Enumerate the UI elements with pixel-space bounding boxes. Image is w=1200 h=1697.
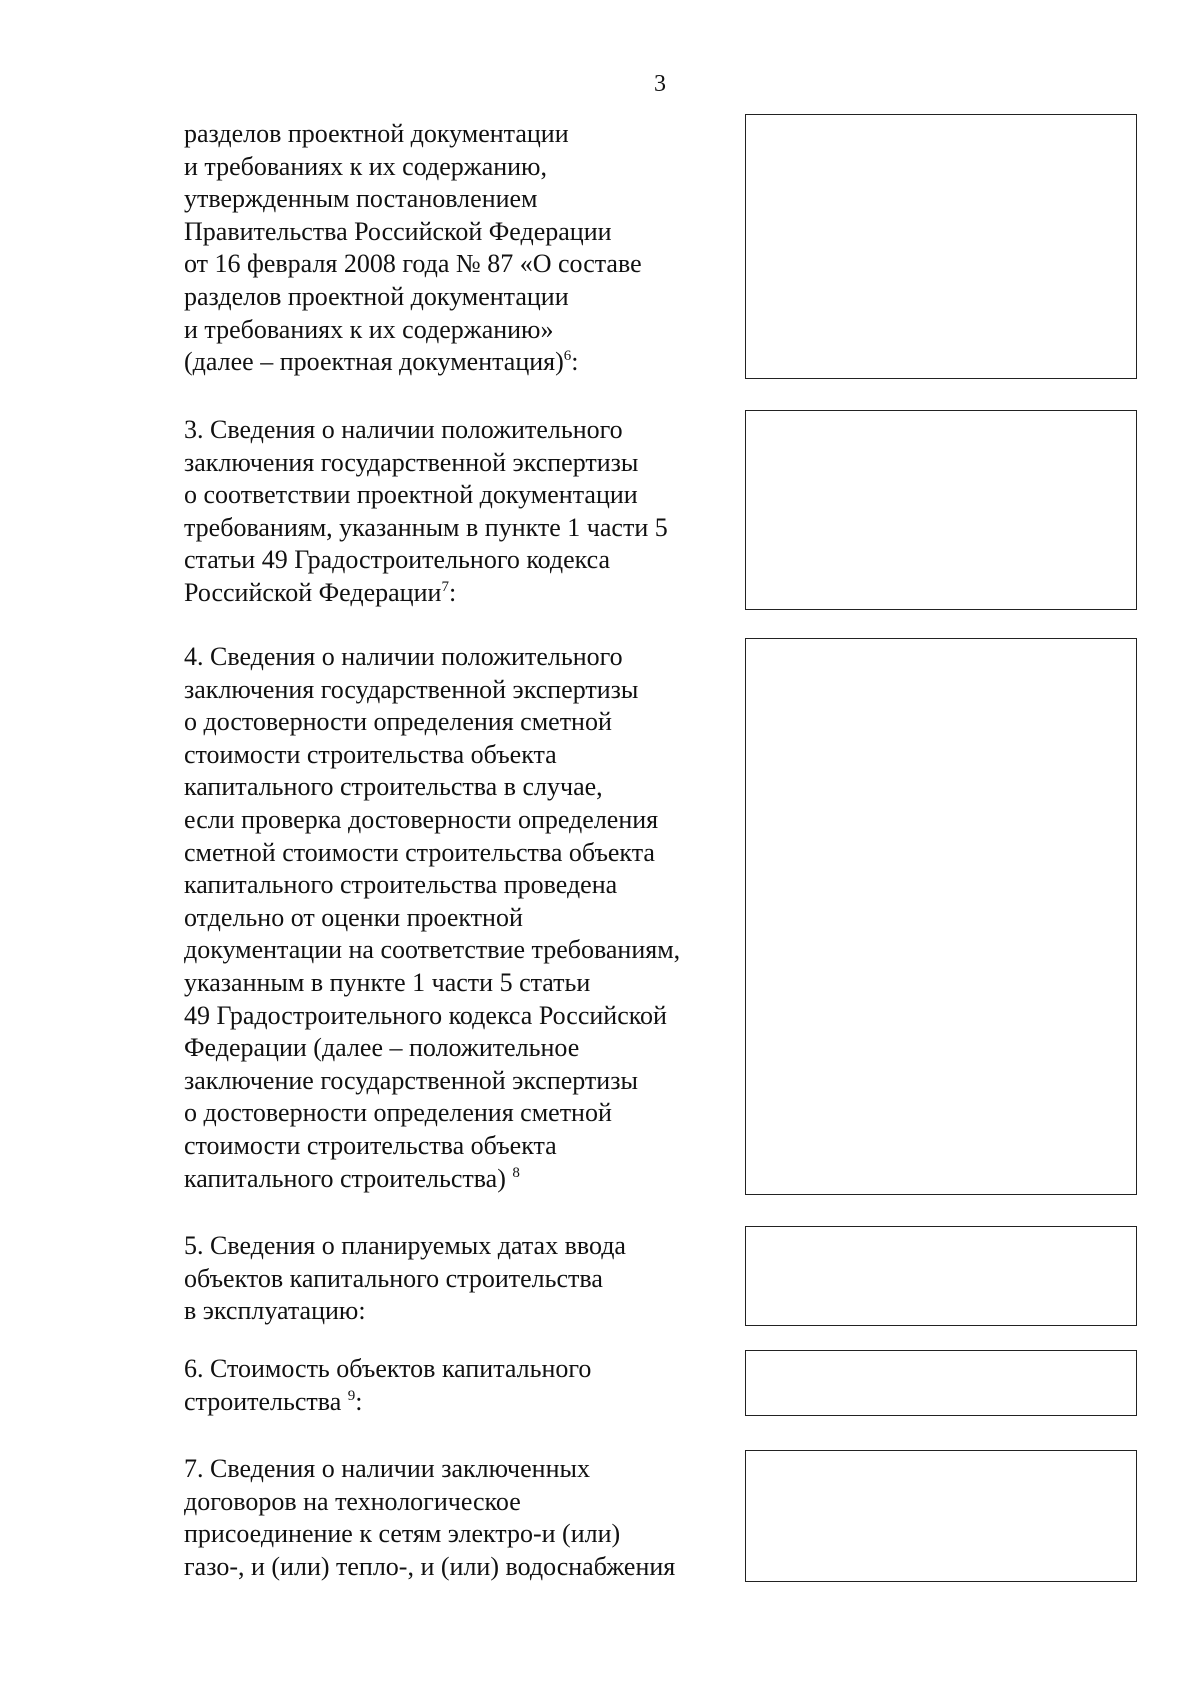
section-5-text (184, 1230, 744, 1328)
text-line: объектов капитального строительства (184, 1263, 603, 1293)
footnote-marker: 6 (563, 348, 572, 365)
text-line: и требованиях к их содержанию, (184, 151, 547, 181)
text-line: заключение государственной экспертизы (184, 1065, 638, 1095)
text-line: стоимости строительства объекта (184, 1130, 557, 1160)
text-line: 6. Стоимость объектов капитального (184, 1354, 592, 1383)
answer-field-5[interactable] (745, 1226, 1137, 1326)
text-line-last (184, 1295, 744, 1328)
text-line: утвержденным постановлением (184, 184, 538, 214)
answer-field-7[interactable] (745, 1450, 1137, 1582)
text-line: от 16 февраля 2008 года № 87 «О составе (184, 249, 642, 279)
text-line-last (184, 1386, 744, 1419)
text-line: Федерации (далее – положительное (184, 1033, 580, 1063)
text-line: разделов проектной документации (184, 119, 569, 148)
text-line: стоимости строительства объекта (184, 739, 557, 769)
text-line: 3. Сведения о наличии положительного (184, 415, 623, 444)
text-line: капитального строительства проведена (184, 870, 618, 900)
text-line: 7. Сведения о наличии заключенных (184, 1454, 590, 1483)
text-line: разделов проектной документации (184, 281, 569, 311)
text-line: отдельно от оценки проектной (184, 902, 523, 932)
text-line-last (184, 577, 744, 610)
section-7-text (184, 1453, 744, 1583)
text-fragment: : (571, 347, 579, 377)
text-line: 5. Сведения о планируемых датах ввода (184, 1231, 626, 1260)
section-4-text (184, 641, 744, 1195)
text-fragment: газо-, и (или) тепло-, и (или) водоснабжения (184, 1551, 676, 1581)
text-line: о достоверности определения сметной (184, 1098, 612, 1128)
footnote-marker: 7 (441, 578, 449, 595)
answer-field-cont[interactable] (745, 114, 1137, 379)
text-line: требованиям, указанным в пункте 1 части 5 (184, 512, 668, 542)
text-fragment: (далее – проектная документация) (184, 347, 564, 377)
text-fragment: : (355, 1386, 363, 1416)
section-3-text (184, 414, 744, 610)
footnote-marker: 9 (347, 1387, 356, 1404)
text-line: договоров на технологическое (184, 1486, 521, 1516)
page-number: 3 (654, 71, 666, 97)
text-line: и требованиях к их содержанию» (184, 314, 554, 344)
text-line: заключения государственной экспертизы (184, 447, 639, 477)
answer-field-4[interactable] (745, 638, 1137, 1195)
text-fragment: строительства (184, 1386, 348, 1416)
text-fragment: капитального строительства) (184, 1163, 513, 1193)
text-line: заключения государственной экспертизы (184, 674, 639, 704)
text-line: капитального строительства в случае, (184, 772, 603, 802)
section-6-text (184, 1353, 744, 1418)
text-fragment: в эксплуатацию: (184, 1296, 366, 1326)
text-line: Правительства Российской Федерации (184, 216, 612, 246)
text-fragment: Российской Федерации (184, 577, 442, 607)
text-line: документации на соответствие требованиям, (184, 935, 681, 965)
text-line-last (184, 1163, 744, 1196)
text-line: статьи 49 Градостроительного кодекса (184, 545, 611, 575)
text-line: 49 Градостроительного кодекса Российской (184, 1000, 667, 1030)
answer-field-6[interactable] (745, 1350, 1137, 1416)
text-line: указанным в пункте 1 части 5 статьи (184, 967, 591, 997)
text-line: о достоверности определения сметной (184, 707, 612, 737)
text-line: присоединение к сетям электро-и (или) (184, 1519, 621, 1549)
section-cont-text (184, 118, 744, 379)
answer-field-3[interactable] (745, 410, 1137, 610)
text-fragment: : (448, 577, 457, 607)
text-line-last (184, 1551, 744, 1584)
text-line: о соответствии проектной документации (184, 480, 638, 510)
text-line: 4. Сведения о наличии положительного (184, 642, 623, 671)
text-line: сметной стоимости строительства объекта (184, 837, 655, 867)
footnote-marker: 8 (512, 1164, 520, 1181)
text-line: если проверка достоверности определения (184, 804, 659, 834)
text-line-last (184, 346, 744, 379)
